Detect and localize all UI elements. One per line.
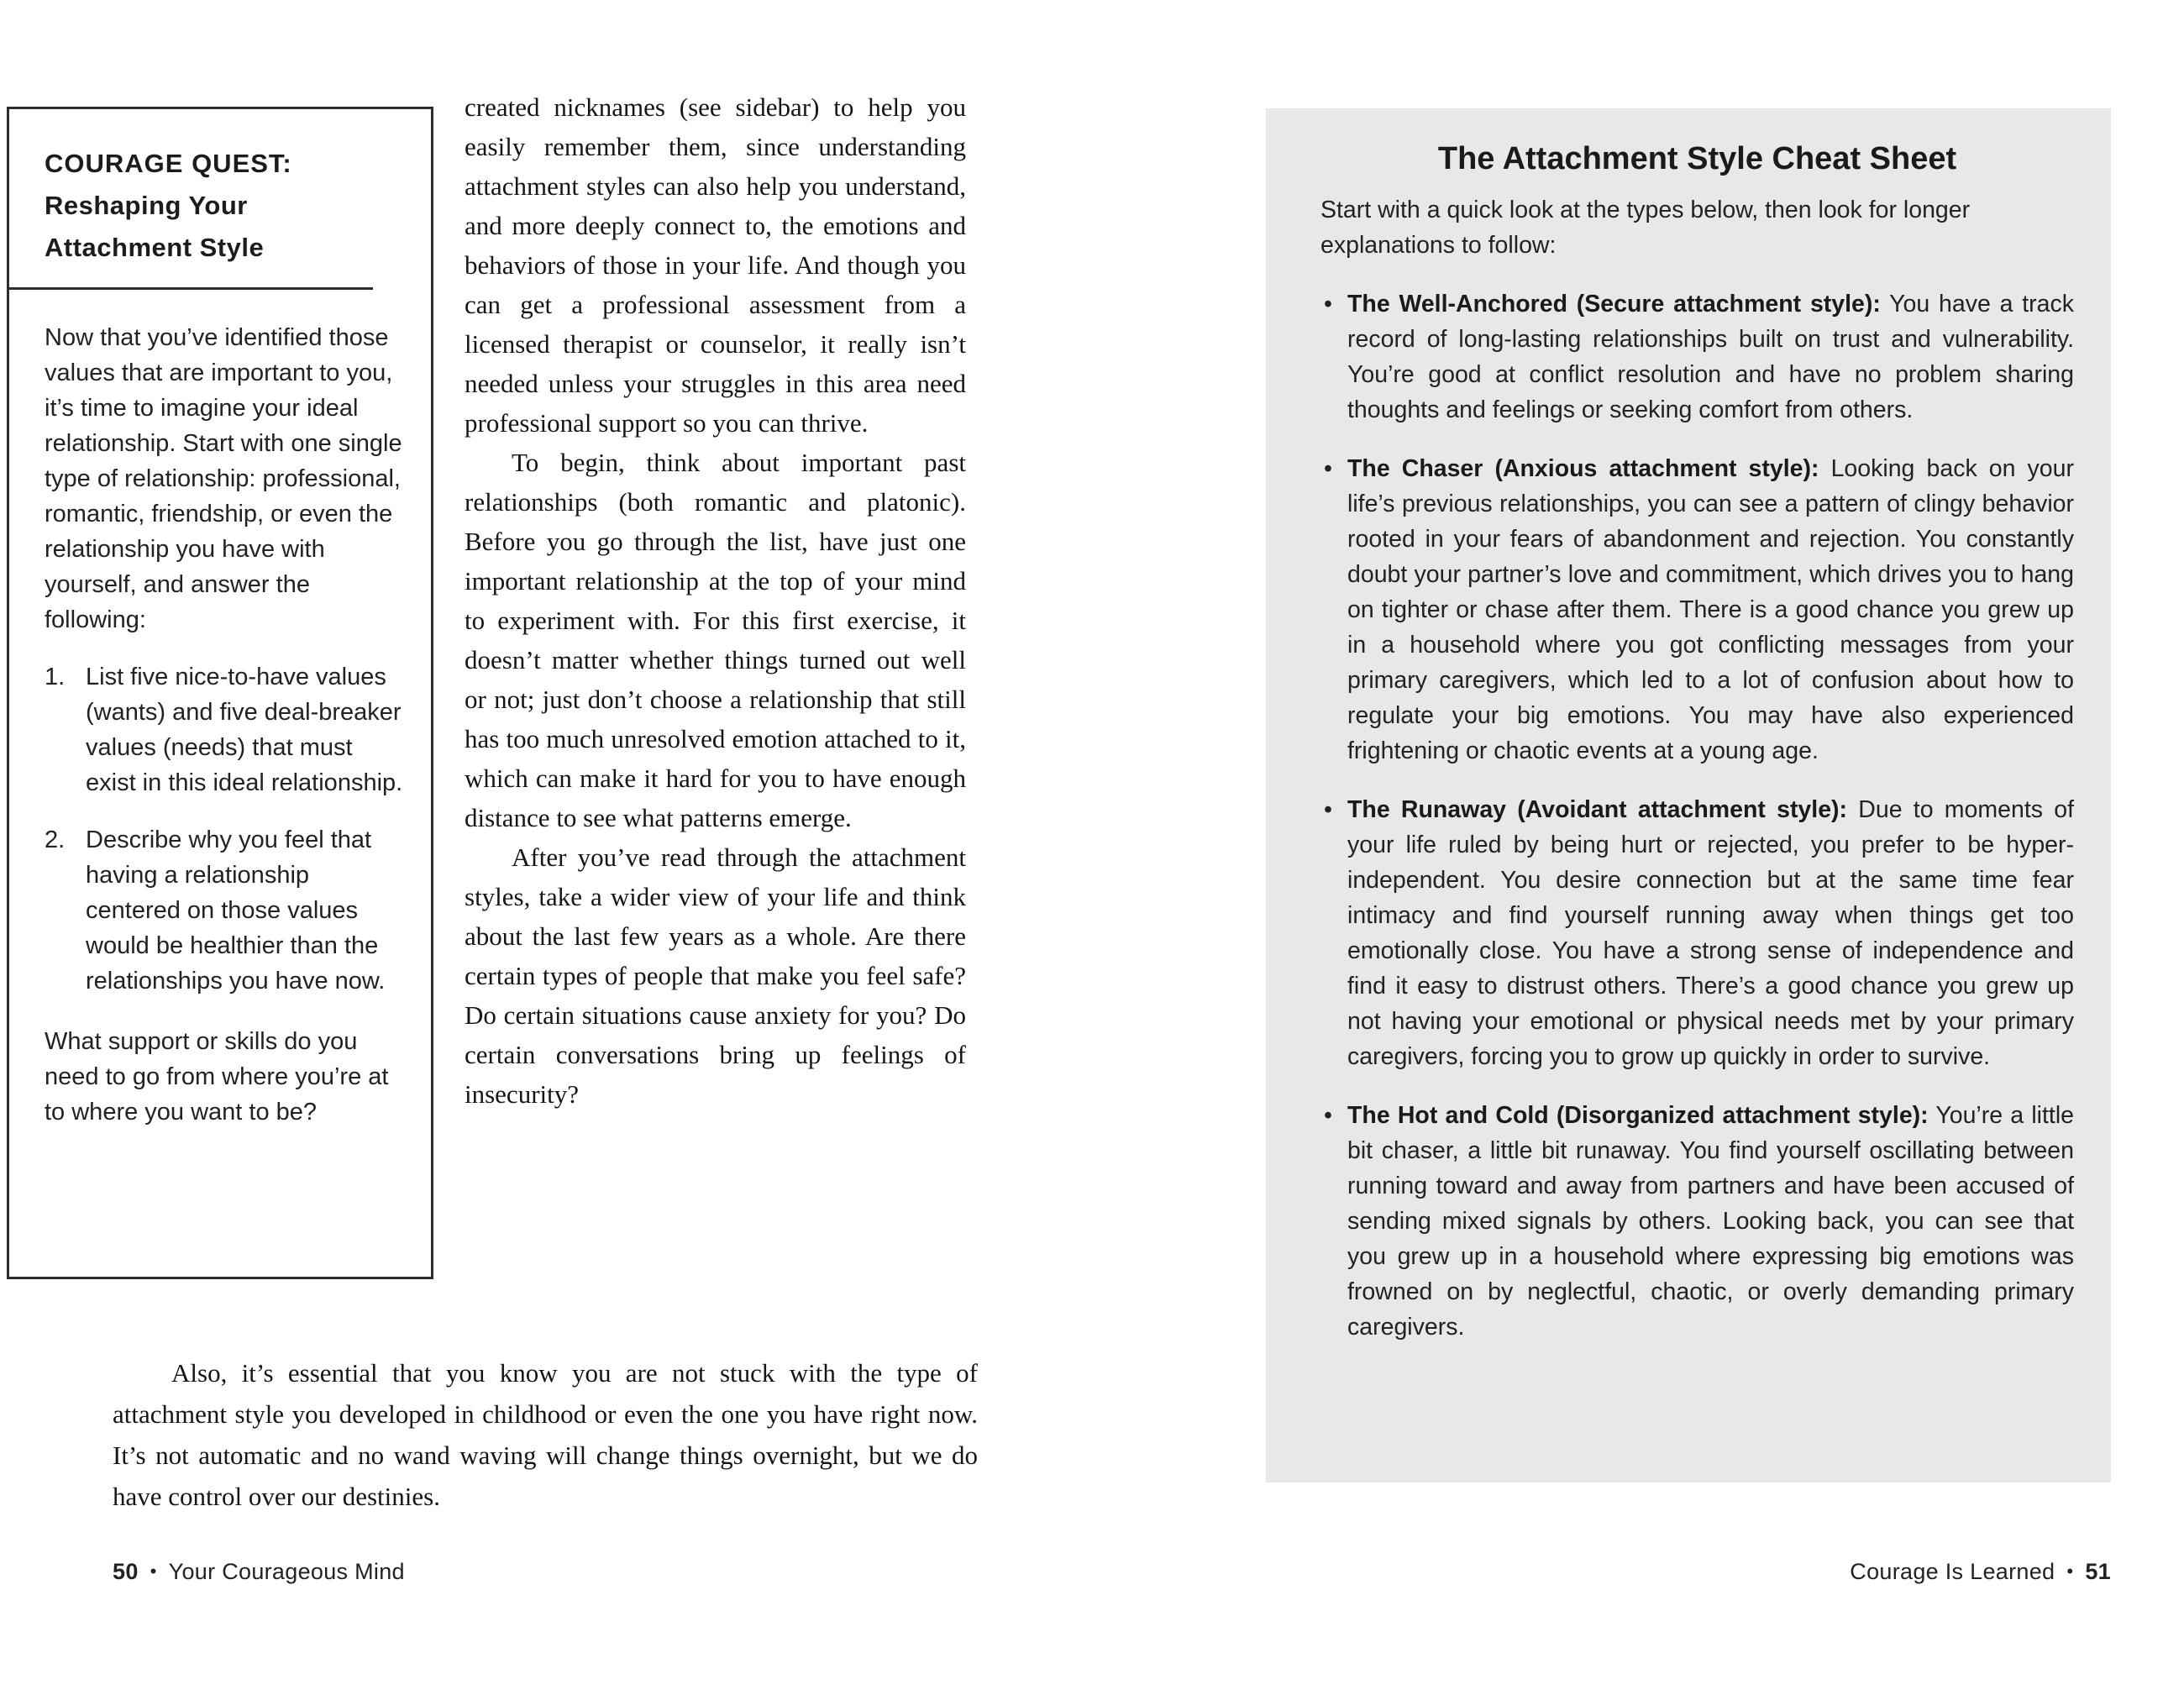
left-page-footer (113, 1559, 405, 1585)
sidebar-title-line2: Reshaping Your (45, 191, 248, 220)
list-item-number: 1. (45, 664, 66, 690)
attachment-style-description: You have a track record of long-lasting relationships built on trust and vulnerability. You’re good at conflict resolution and have no problem sharing thoughts and feelings or seeking comfort from others. (1347, 291, 2074, 423)
attachment-style-bullet (1320, 451, 2074, 769)
bullet-dot: • (1324, 796, 1332, 823)
attachment-style-description: Due to moments of your life ruled by being hurt or rejected, you prefer to be hyper-independent. You desire connection but at the same time fear intimacy and find yourself running away when things get too emotionally close. You have a strong sense of independence and find it easy to distrust others. There’s a good chance you grew up not having your emotional or physical needs met by your primary caregivers, forcing you to grow up quickly in order to survive. (1347, 796, 2074, 1070)
bullet-dot: • (1324, 455, 1332, 482)
sidebar-outro-text: What support or skills do you need to go from where you’re at to where you want to be? (45, 1028, 389, 1126)
main-text-column (465, 87, 966, 1114)
bullet-dot: • (1324, 291, 1332, 317)
list-item (45, 659, 409, 800)
page-number: 51 (2085, 1559, 2111, 1584)
running-head: Courage Is Learned (1850, 1559, 2055, 1584)
cheat-sheet-intro: Start with a quick look at the types below, then look for longer explanations to follow: (1320, 197, 1971, 259)
cheat-sheet-bullet-list (1320, 286, 2074, 1345)
sidebar-title-kicker: COURAGE QUEST: (45, 149, 292, 178)
cheat-sheet-title: The Attachment Style Cheat Sheet (1437, 141, 1957, 176)
footer-separator-dot: • (2066, 1561, 2074, 1582)
attachment-style-description: You’re a little bit chaser, a little bit runaway. You find yourself oscillating between running toward and away from partners and have been accused of sending mixed signals by others. Looking back, you can see that you grew up in a household where expressing big emotions was frowned on by neglectful, chaotic, or overly demanding primary caregivers. (1347, 1102, 2074, 1341)
attachment-style-name: The Chaser (Anxious attachment style): (1347, 455, 1819, 482)
sidebar-intro-text: Now that you’ve identified those values that are important to you, it’s time to imagine your ideal relationship. Start with one single type of relationship: professional, romantic, friendship, or even the relationship you have with yourself, and answer the following: (45, 324, 402, 633)
body-paragraph: After you’ve read through the attachment styles, take a wider view of your life and think about the last few years as a whole. Are there certain types of people that make you feel safe? Do certain situations cause anxiety for you? Do certain conversations bring up feelings of insecurity? (465, 842, 966, 1109)
sidebar-numbered-list (45, 659, 409, 999)
sidebar-body (45, 320, 409, 1130)
sidebar-title (45, 143, 409, 269)
attachment-style-name: The Hot and Cold (Disorganized attachment style): (1347, 1102, 1929, 1129)
footer-separator-dot: • (150, 1561, 157, 1582)
running-head: Your Courageous Mind (168, 1559, 405, 1584)
list-item-text: Describe why you feel that having a relationship centered on those values would be healthier than the relationships you have now. (86, 827, 386, 994)
right-page-footer (1850, 1559, 2111, 1585)
body-paragraph-full-width: Also, it’s essential that you know you are not stuck with the type of attachment style you developed in childhood or even the one you have right now. It’s not automatic and no wand waving will change things overnight, but we do have control over our destinies. (113, 1358, 978, 1511)
attachment-style-bullet (1320, 1098, 2074, 1345)
attachment-style-bullet (1320, 792, 2074, 1074)
list-item-number: 2. (45, 827, 66, 853)
attachment-style-name: The Runaway (Avoidant attachment style): (1347, 796, 1848, 823)
sidebar-title-line3: Attachment Style (45, 233, 265, 262)
body-paragraph: created nicknames (see sidebar) to help you easily remember them, since understanding attachment styles can also help you understand, and more deeply connect to, the emotions and behaviors of those in your life. And though you can get a professional assessment from a licensed therapist or counselor, it really isn’t needed unless your struggles in this area need professional support so you can thrive. (465, 92, 966, 438)
page-number: 50 (113, 1559, 139, 1584)
list-item-text: List five nice-to-have values (wants) and five deal-breaker values (needs) that must exist in this ideal relationship. (86, 664, 403, 796)
body-paragraph: To begin, think about important past relationships (both romantic and platonic). Before you go through the list, have just one important relationship at the top of your mind to experiment with. For this first exercise, it doesn’t matter whether things turned out well or not; just don’t choose a relationship that still has too much unresolved emotion attached to it, which can make it hard for you to have enough distance to see what patterns emerge. (465, 448, 966, 832)
bullet-dot: • (1324, 1102, 1332, 1129)
sidebar-divider (7, 287, 373, 290)
attachment-style-name: The Well-Anchored (Secure attachment style): (1347, 291, 1881, 317)
list-item (45, 822, 409, 999)
attachment-style-bullet (1320, 286, 2074, 428)
attachment-style-description: Looking back on your life’s previous relationships, you can see a pattern of clingy behavior rooted in your fears of abandonment and rejection. You constantly doubt your partner’s love and commitment, which drives you to hang on tighter or chase after them. There is a good chance you grew up in a household where you got conflicting messages from your primary caregivers, which led to a lot of confusion about how to regulate your big emotions. You may have also experienced frightening or chaotic events at a young age. (1347, 455, 2074, 764)
attachment-cheat-sheet-panel (1266, 108, 2111, 1482)
courage-quest-sidebar (7, 107, 433, 1279)
